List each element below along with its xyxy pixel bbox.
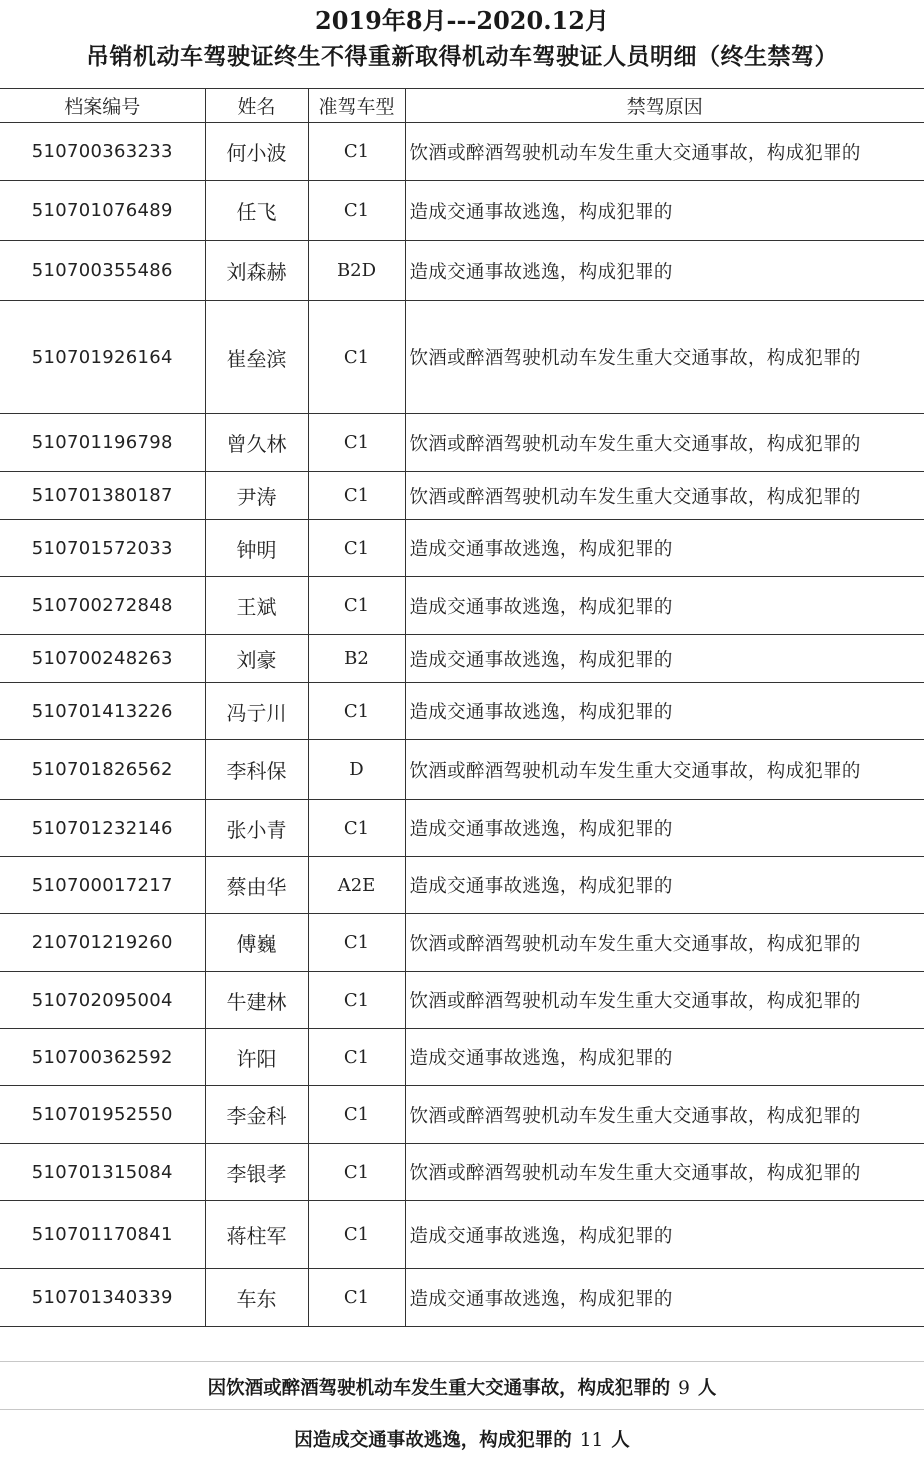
header-name: 姓名 [205,89,308,123]
ban-reason-cell: 造成交通事故逃逸，构成犯罪的 [405,1269,924,1327]
license-class-cell: C1 [308,472,405,520]
name-cell: 蔡由华 [205,857,308,914]
file-number-cell: 210701219260 [0,914,205,972]
license-class-cell: C1 [308,683,405,740]
summary-divider [0,1409,924,1410]
ban-reason-cell: 造成交通事故逃逸，构成犯罪的 [405,577,924,635]
file-number-cell: 510701315084 [0,1144,205,1201]
file-number-cell: 510700355486 [0,241,205,301]
ban-reason-cell: 饮酒或醉酒驾驶机动车发生重大交通事故，构成犯罪的 [405,301,924,414]
summary-dui-text: 因饮酒或醉酒驾驶机动车发生重大交通事故，构成犯罪的 [207,1378,671,1399]
license-class-cell: C1 [308,1201,405,1269]
table-row [0,1144,924,1201]
file-number-cell: 510701926164 [0,301,205,414]
name-cell: 何小波 [205,123,308,181]
header-license-class: 准驾车型 [308,89,405,123]
ban-reason-cell: 造成交通事故逃逸，构成犯罪的 [405,857,924,914]
name-cell: 尹涛 [205,472,308,520]
table-row [0,972,924,1029]
ban-reason-cell: 饮酒或醉酒驾驶机动车发生重大交通事故，构成犯罪的 [405,740,924,800]
license-class-cell: C1 [308,301,405,414]
name-cell: 李金科 [205,1086,308,1144]
summary-dui [0,1374,924,1400]
summary-hit-run-text: 因造成交通事故逃逸，构成犯罪的 [294,1430,572,1451]
ban-reason-cell: 饮酒或醉酒驾驶机动车发生重大交通事故，构成犯罪的 [405,472,924,520]
ban-reason-cell: 造成交通事故逃逸，构成犯罪的 [405,181,924,241]
summary-hit-run [0,1426,924,1452]
file-number-cell: 510701196798 [0,414,205,472]
summary-dui-unit: 人 [697,1378,717,1399]
file-number-cell: 510701380187 [0,472,205,520]
name-cell: 刘豪 [205,635,308,683]
license-class-cell: C1 [308,520,405,577]
header-file-no: 档案编号 [0,89,205,123]
file-number-cell: 510700248263 [0,635,205,683]
table-row [0,520,924,577]
ban-reason-cell: 造成交通事故逃逸，构成犯罪的 [405,683,924,740]
table-row [0,241,924,301]
table-row [0,577,924,635]
summary-hit-run-count: 11 [579,1430,604,1451]
license-class-cell: C1 [308,181,405,241]
document-title: 吊销机动车驾驶证终生不得重新取得机动车驾驶证人员明细（终生禁驾） [86,43,838,70]
ban-reason-cell: 饮酒或醉酒驾驶机动车发生重大交通事故，构成犯罪的 [405,123,924,181]
ban-reason-cell: 饮酒或醉酒驾驶机动车发生重大交通事故，构成犯罪的 [405,972,924,1029]
table-row [0,1086,924,1144]
license-class-cell: A2E [308,857,405,914]
name-cell: 傅巍 [205,914,308,972]
summary-divider [0,1361,924,1362]
license-class-cell: C1 [308,577,405,635]
name-cell: 钟明 [205,520,308,577]
license-class-cell: C1 [308,1269,405,1327]
file-number-cell: 510700362592 [0,1029,205,1086]
revocation-table [0,88,924,1327]
name-cell: 许阳 [205,1029,308,1086]
license-class-cell: C1 [308,1029,405,1086]
file-number-cell: 510701952550 [0,1086,205,1144]
name-cell: 王斌 [205,577,308,635]
file-number-cell: 510700363233 [0,123,205,181]
license-class-cell: C1 [308,1086,405,1144]
file-number-cell: 510702095004 [0,972,205,1029]
name-cell: 崔垒滨 [205,301,308,414]
license-class-cell: C1 [308,914,405,972]
license-class-cell: C1 [308,414,405,472]
table-row [0,683,924,740]
license-class-cell: C1 [308,1144,405,1201]
ban-reason-cell: 饮酒或醉酒驾驶机动车发生重大交通事故，构成犯罪的 [405,914,924,972]
license-class-cell: C1 [308,800,405,857]
name-cell: 车东 [205,1269,308,1327]
file-number-cell: 510701413226 [0,683,205,740]
ban-reason-cell: 饮酒或醉酒驾驶机动车发生重大交通事故，构成犯罪的 [405,414,924,472]
name-cell: 冯亍川 [205,683,308,740]
license-class-cell: C1 [308,123,405,181]
table-row [0,1029,924,1086]
table-row [0,635,924,683]
table-row [0,800,924,857]
file-number-cell: 510701826562 [0,740,205,800]
ban-reason-cell: 造成交通事故逃逸，构成犯罪的 [405,635,924,683]
table-row [0,123,924,181]
file-number-cell: 510701170841 [0,1201,205,1269]
ban-reason-cell: 造成交通事故逃逸，构成犯罪的 [405,800,924,857]
name-cell: 李科保 [205,740,308,800]
summary-hit-run-unit: 人 [611,1430,630,1451]
file-number-cell: 510701232146 [0,800,205,857]
license-class-cell: B2 [308,635,405,683]
ban-reason-cell: 造成交通事故逃逸，构成犯罪的 [405,241,924,301]
table-row [0,181,924,241]
table-header-row [0,89,924,123]
summary-dui-count: 9 [678,1378,690,1399]
header-ban-reason: 禁驾原因 [405,89,924,123]
name-cell: 李银孝 [205,1144,308,1201]
license-class-cell: C1 [308,972,405,1029]
file-number-cell: 510700017217 [0,857,205,914]
table-row [0,472,924,520]
ban-reason-cell: 饮酒或醉酒驾驶机动车发生重大交通事故，构成犯罪的 [405,1086,924,1144]
table-row [0,740,924,800]
name-cell: 蒋柱军 [205,1201,308,1269]
license-class-cell: D [308,740,405,800]
name-cell: 张小青 [205,800,308,857]
ban-reason-cell: 造成交通事故逃逸，构成犯罪的 [405,1029,924,1086]
file-number-cell: 510700272848 [0,577,205,635]
name-cell: 任飞 [205,181,308,241]
file-number-cell: 510701572033 [0,520,205,577]
table-row [0,914,924,972]
ban-reason-cell: 饮酒或醉酒驾驶机动车发生重大交通事故，构成犯罪的 [405,1144,924,1201]
name-cell: 刘森赫 [205,241,308,301]
document-title-period: 2019年8月---2020.12月 [315,6,609,35]
table-row [0,1201,924,1269]
table-row [0,301,924,414]
name-cell: 牛建林 [205,972,308,1029]
table-row [0,1269,924,1327]
table-row [0,857,924,914]
table-body [0,123,924,1327]
file-number-cell: 510701340339 [0,1269,205,1327]
table-row [0,414,924,472]
license-class-cell: B2D [308,241,405,301]
ban-reason-cell: 造成交通事故逃逸，构成犯罪的 [405,1201,924,1269]
file-number-cell: 510701076489 [0,181,205,241]
ban-reason-cell: 造成交通事故逃逸，构成犯罪的 [405,520,924,577]
name-cell: 曾久林 [205,414,308,472]
